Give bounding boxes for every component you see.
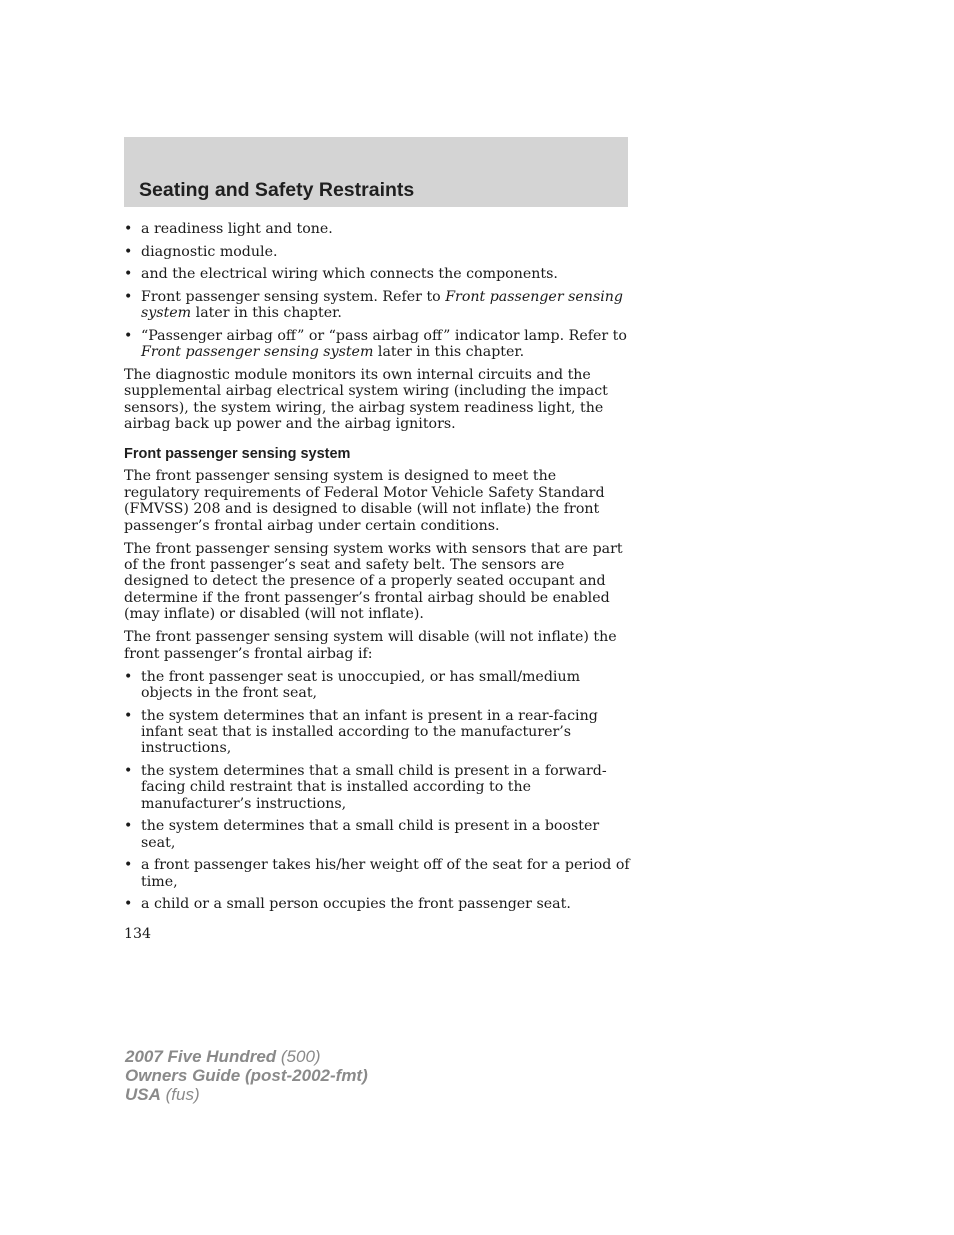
list-item-text: later in this chapter. xyxy=(191,305,342,322)
subheading: Front passenger sensing system xyxy=(124,446,351,463)
bullet-icon: • xyxy=(124,327,133,344)
bullet-icon: • xyxy=(124,857,133,874)
footer-line-3 xyxy=(125,1085,368,1104)
bullet-icon: • xyxy=(124,668,133,685)
fpss-paragraph-1: The front passenger sensing system is designed to meet the regulatory requirements of Federal Motor Vehicle Safety Standard (FMVSS) 208 and is designed to disable (will not inflate) the front passenger’s frontal airbag under certain conditions. xyxy=(124,468,605,534)
bullet-icon: • xyxy=(124,818,133,835)
bullet-icon: • xyxy=(124,288,133,305)
list-item xyxy=(124,763,630,812)
footer-model-code: (500) xyxy=(276,1047,321,1066)
footer-line-1 xyxy=(125,1047,368,1066)
footer-guide: Owners Guide (post-2002-fmt) xyxy=(125,1066,368,1085)
bullet-icon: • xyxy=(124,266,133,283)
list-item-text: the system determines that a small child is present in a forward-facing child restraint that is installed according to the manufacturer’s instructions, xyxy=(141,763,607,812)
list-item-text: later in this chapter. xyxy=(373,344,525,361)
list-item xyxy=(124,818,630,851)
document-footer xyxy=(125,1047,368,1104)
list-item-text: a child or a small person occupies the front passenger seat. xyxy=(141,896,571,913)
fpss-paragraph-3: The front passenger sensing system will disable (will not inflate) the front passenger’s frontal airbag if: xyxy=(124,629,617,662)
cross-reference: Front passenger sensing system xyxy=(141,288,623,322)
component-list xyxy=(124,221,630,361)
bullet-icon: • xyxy=(124,243,133,260)
list-item-text: the system determines that a small child is present in a booster seat, xyxy=(141,818,600,851)
footer-line-2 xyxy=(125,1066,368,1085)
list-item-text: Front passenger sensing system. Refer to xyxy=(141,288,446,305)
bullet-icon: • xyxy=(124,221,133,237)
list-item xyxy=(124,289,630,322)
list-item xyxy=(124,669,630,702)
list-item xyxy=(124,328,630,361)
diagnostic-paragraph: The diagnostic module monitors its own internal circuits and the supplemental airbag electrical system wiring (including the impact sensors), the system wiring, the airbag system readiness light, the airbag back up power and the airbag ignitors. xyxy=(124,366,608,432)
list-item-text: the front passenger seat is unoccupied, or has small/medium objects in the front seat, xyxy=(141,668,581,702)
bullet-icon: • xyxy=(124,896,133,913)
list-item-text: a front passenger takes his/her weight off of the seat for a period of time, xyxy=(141,857,630,890)
cross-reference: Front passenger sensing system xyxy=(141,344,374,361)
list-item-text: the system determines that an infant is present in a rear-facing infant seat that is installed according to the manufacturer’s instructions, xyxy=(141,707,598,757)
list-item-text: diagnostic module. xyxy=(141,243,278,260)
list-item xyxy=(124,857,630,890)
list-item xyxy=(124,221,630,237)
footer-market-code: (fus) xyxy=(160,1085,200,1104)
bullet-icon: • xyxy=(124,763,133,780)
page-content xyxy=(124,221,630,919)
list-item-text: and the electrical wiring which connects the components. xyxy=(141,266,558,283)
section-title: Seating and Safety Restraints xyxy=(139,179,415,201)
list-item-text: “Passenger airbag off” or “pass airbag off” indicator lamp. Refer to xyxy=(141,327,627,344)
footer-market: USA xyxy=(125,1085,161,1104)
section-header-band xyxy=(124,137,628,207)
list-item-text: a readiness light and tone. xyxy=(141,221,333,237)
fpss-paragraph-2: The front passenger sensing system works with sensors that are part of the front passenger’s seat and safety belt. The sensors are designed to detect the presence of a properly seated occupant and determine if the front passenger’s frontal airbag should be enabled (may inflate) or disabled (will not inflate). xyxy=(124,540,623,623)
list-item xyxy=(124,708,630,757)
bullet-icon: • xyxy=(124,707,133,724)
page-number: 134 xyxy=(124,926,152,942)
footer-model: 2007 Five Hundred xyxy=(125,1047,277,1066)
list-item xyxy=(124,266,630,282)
list-item xyxy=(124,896,630,912)
list-item xyxy=(124,244,630,260)
condition-list xyxy=(124,669,630,913)
